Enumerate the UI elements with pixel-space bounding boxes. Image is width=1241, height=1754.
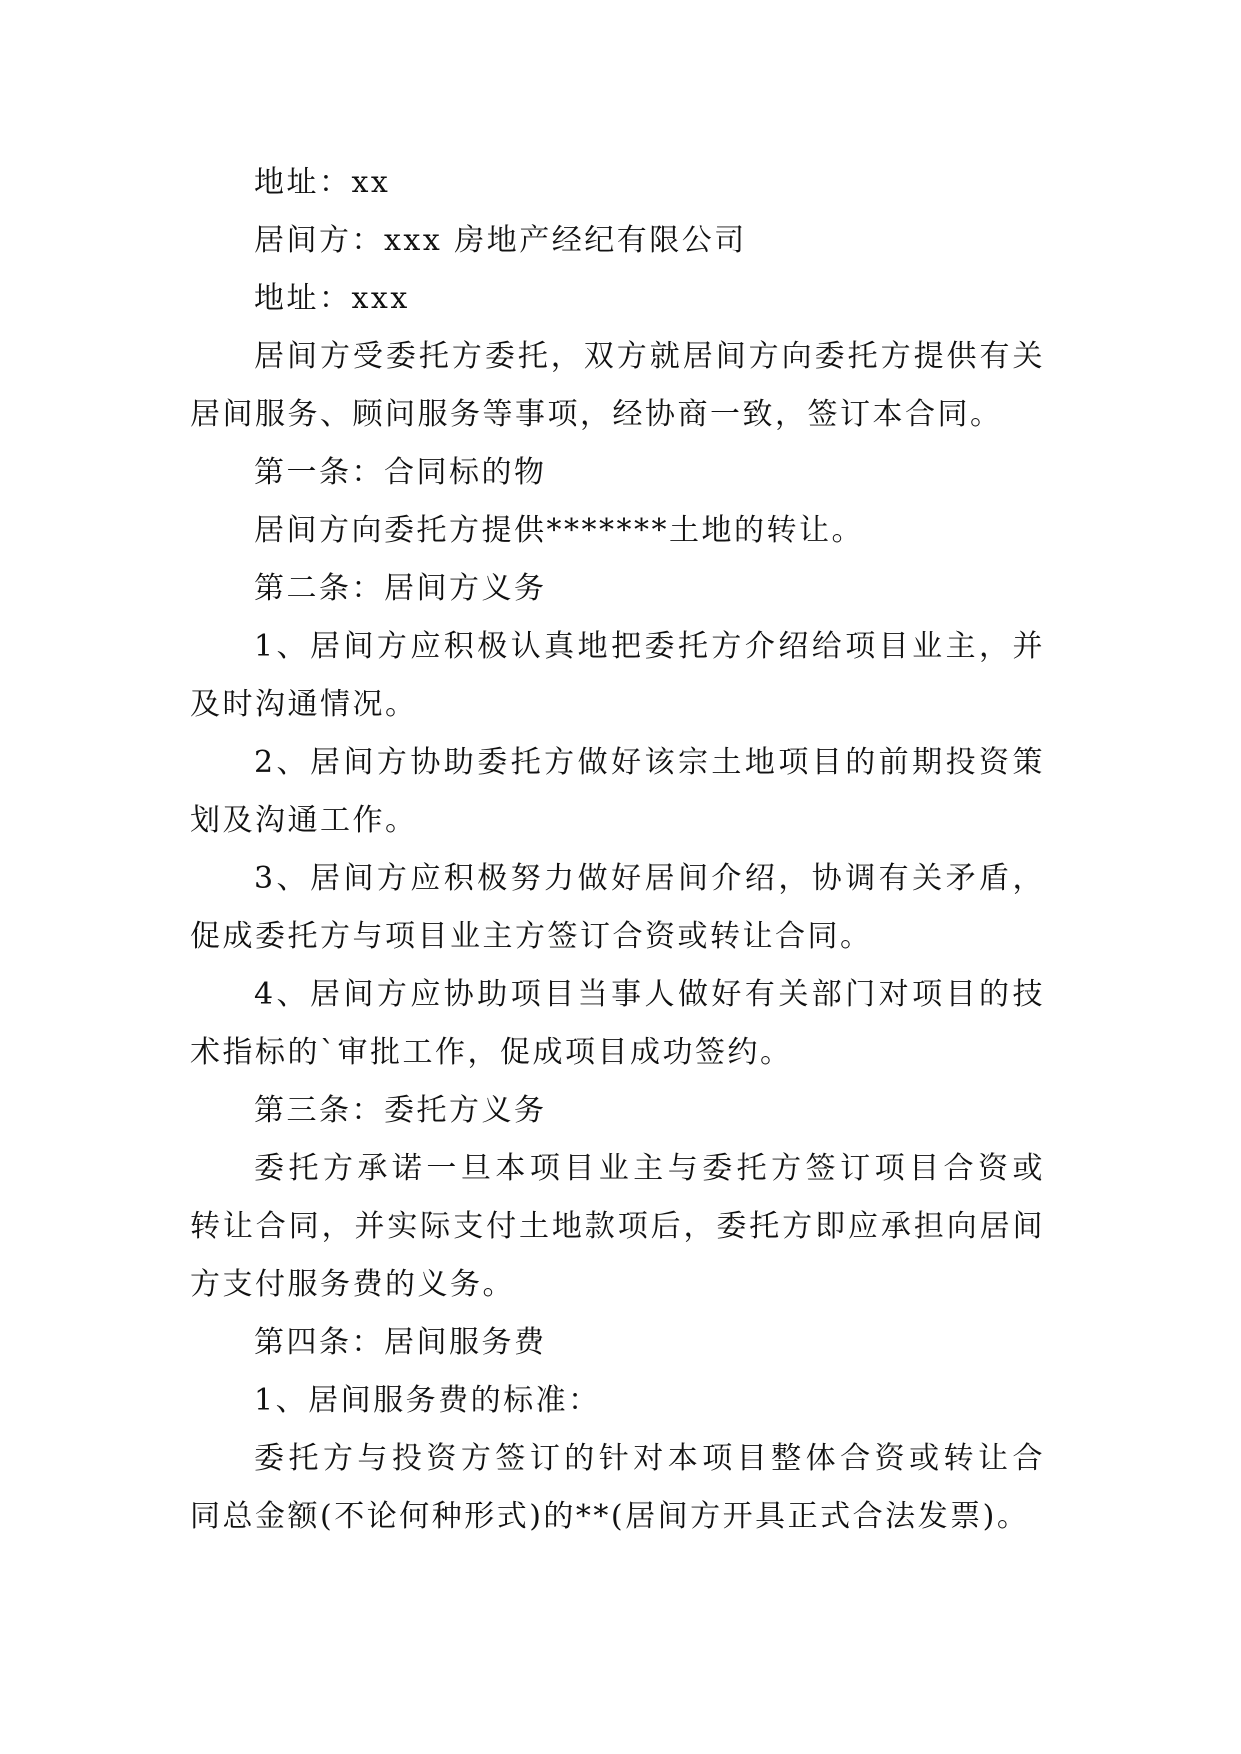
text-line: 居间方向委托方提供*******土地的转让。 [254, 513, 864, 548]
text-line: 促成委托方与项目业主方签订合资或转让合同。 [190, 919, 873, 954]
text-line: 2、居间方协助委托方做好该宗土地项目的前期投资策 [254, 745, 1045, 780]
article-1-body [0, 502, 1241, 560]
text-line: 第一条：合同标的物 [254, 455, 547, 490]
broker-address [0, 270, 1241, 328]
article-4-heading [0, 1314, 1241, 1372]
text-line: 第三条：委托方义务 [254, 1093, 547, 1128]
text-line: 3、居间方应积极努力做好居间介绍，协调有关矛盾， [254, 861, 1045, 896]
text-line: 及时沟通情况。 [190, 687, 418, 722]
article-2-heading [0, 560, 1241, 618]
preamble-paragraph [0, 328, 1241, 444]
text-line: 地址：xxx [254, 281, 410, 316]
article-2-item-4 [0, 966, 1241, 1082]
article-2-item-1 [0, 618, 1241, 734]
article-2-item-3 [0, 850, 1241, 966]
text-line: 转让合同，并实际支付土地款项后，委托方即应承担向居间 [190, 1209, 1045, 1244]
article-3-body [0, 1140, 1241, 1314]
text-line: 方支付服务费的义务。 [190, 1267, 515, 1302]
text-line: 1、居间服务费的标准： [254, 1383, 601, 1418]
text-line: 第二条：居间方义务 [254, 571, 547, 606]
article-2-item-2 [0, 734, 1241, 850]
text-line: 居间方：xxx 房地产经纪有限公司 [254, 223, 747, 258]
text-line: 术指标的`审批工作，促成项目成功签约。 [190, 1035, 793, 1070]
text-line: 划及沟通工作。 [190, 803, 418, 838]
article-4-fee-standard [0, 1430, 1241, 1546]
broker-party [0, 212, 1241, 270]
article-1-heading [0, 444, 1241, 502]
text-line: 1、居间方应积极认真地把委托方介绍给项目业主，并 [254, 629, 1045, 664]
text-line: 第四条：居间服务费 [254, 1325, 547, 1360]
principal-address [0, 154, 1241, 212]
text-line: 地址：xx [254, 165, 391, 200]
text-line: 同总金额(不论何种形式)的**(居间方开具正式合法发票)。 [190, 1499, 1030, 1534]
text-line: 4、居间方应协助项目当事人做好有关部门对项目的技 [254, 977, 1045, 1012]
article-4-item-1 [0, 1372, 1241, 1430]
text-line: 居间服务、顾问服务等事项，经协商一致，签订本合同。 [190, 397, 1003, 432]
text-line: 委托方承诺一旦本项目业主与委托方签订项目合资或 [254, 1151, 1045, 1186]
text-line: 居间方受委托方委托，双方就居间方向委托方提供有关 [254, 339, 1045, 374]
text-line: 委托方与投资方签订的针对本项目整体合资或转让合 [254, 1441, 1045, 1476]
article-3-heading [0, 1082, 1241, 1140]
